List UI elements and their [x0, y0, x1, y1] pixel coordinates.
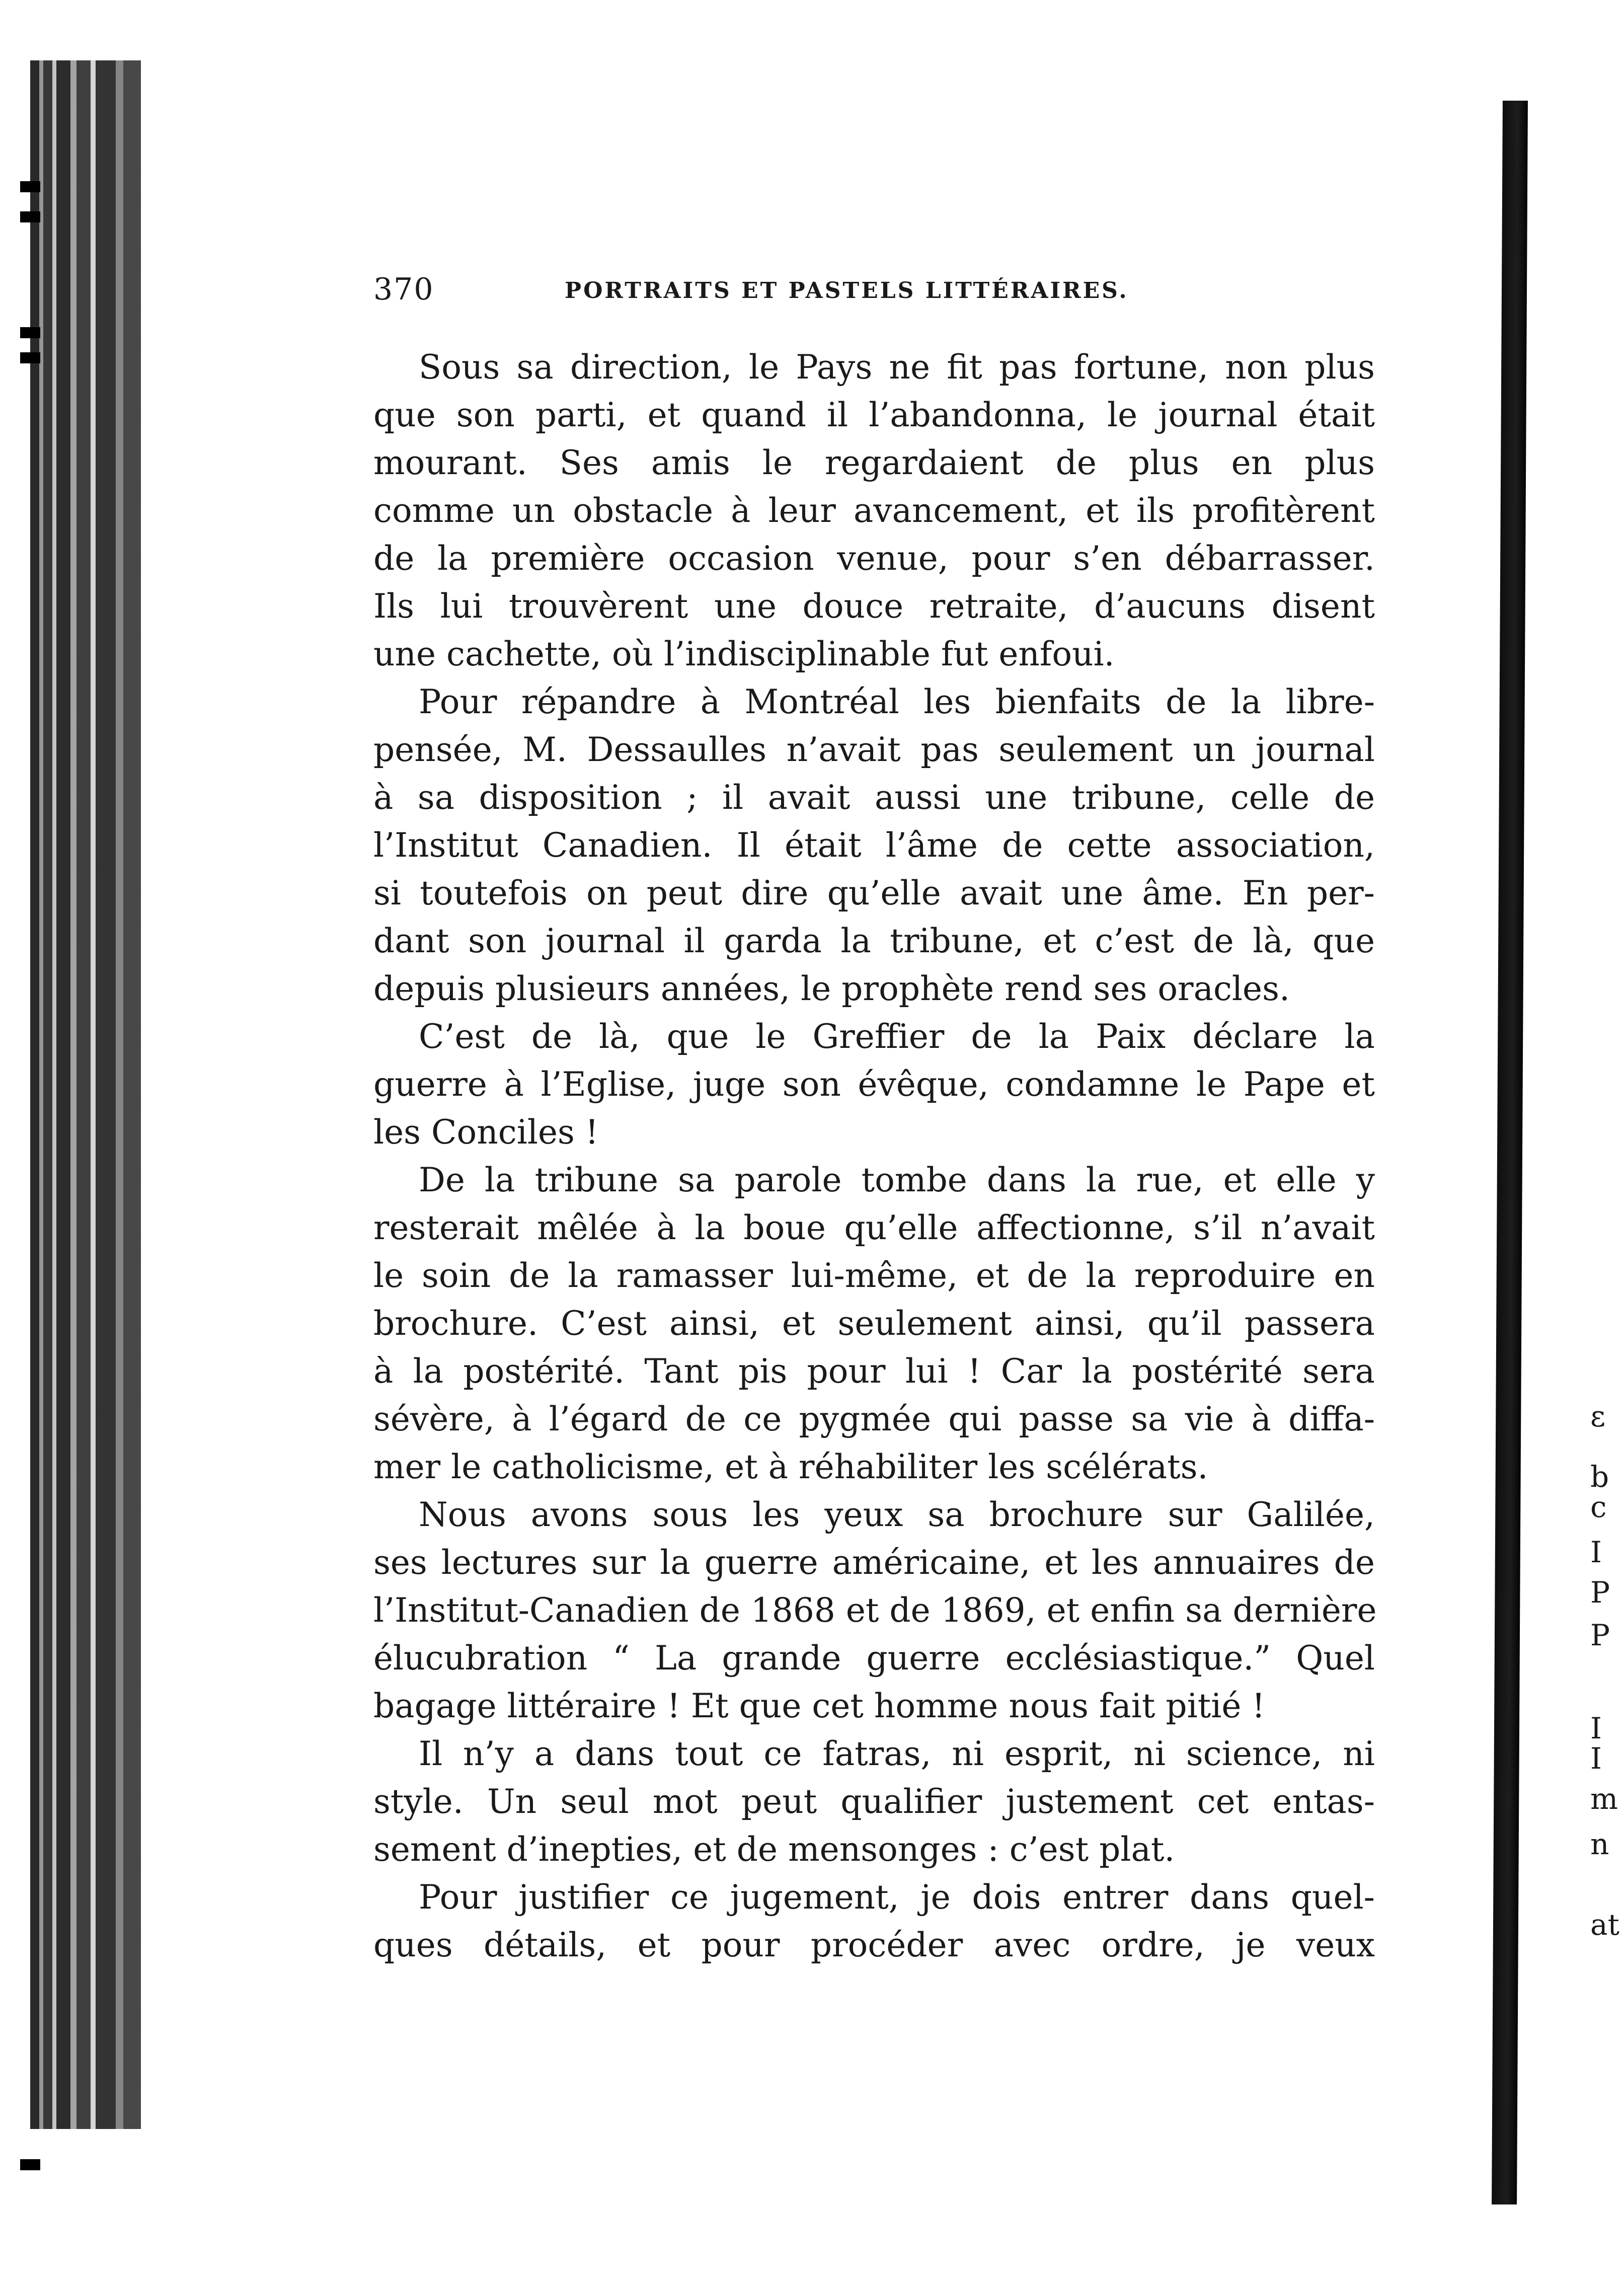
text-line: De la tribune sa parole tombe dans la rue, et elle y	[419, 1161, 1375, 1199]
text-line: à sa disposition ; il avait aussi une tribune, celle de	[373, 778, 1375, 817]
text-line: mer le catholicisme, et à réhabiliter les scélérats.	[373, 1448, 1208, 1486]
text-line: sévère, à l’égard de ce pygmée qui passe sa vie à diffa-	[373, 1400, 1375, 1438]
text-line: sement d’inepties, et de mensonges : c’est plat.	[373, 1830, 1175, 1869]
margin-fragment: ε	[1590, 1399, 1606, 1433]
running-header	[373, 272, 1370, 312]
margin-fragment: at	[1590, 1908, 1619, 1942]
text-line: Il n’y a dans tout ce fatras, ni esprit, ni science, ni	[419, 1734, 1375, 1773]
text-line: comme un obstacle à leur avancement, et ils profitèrent	[373, 491, 1375, 530]
text-line: pensée, M. Dessaulles n’avait pas seulement un journal	[373, 730, 1375, 769]
text-line: Ils lui trouvèrent une douce retraite, d’aucuns disent	[373, 587, 1375, 626]
text-line: resterait mêlée à la boue qu’elle affectionne, s’il n’avait	[373, 1208, 1375, 1247]
text-line: si toutefois on peut dire qu’elle avait une âme. En per-	[373, 874, 1375, 912]
text-line: ques détails, et pour procéder avec ordre, je veux	[373, 1926, 1375, 1964]
margin-fragment: P	[1590, 1575, 1610, 1610]
text-line: bagage littéraire ! Et que cet homme nous fait pitié !	[373, 1687, 1265, 1725]
text-line: Pour justifier ce jugement, je dois entrer dans quel-	[419, 1878, 1375, 1917]
binding-mark	[20, 327, 40, 338]
margin-fragment: I	[1590, 1711, 1602, 1745]
text-line: guerre à l’Eglise, juge son évêque, condamne le Pape et	[373, 1065, 1375, 1104]
binding-mark	[20, 352, 40, 363]
text-line: Nous avons sous les yeux sa brochure sur Galilée,	[419, 1495, 1375, 1534]
text-line: style. Un seul mot peut qualifier justement cet entas-	[373, 1782, 1375, 1821]
text-line: brochure. C’est ainsi, et seulement ainsi, qu’il passera	[373, 1304, 1375, 1343]
margin-fragment: I	[1590, 1741, 1602, 1776]
text-line: depuis plusieurs années, le prophète rend ses oracles.	[373, 969, 1290, 1008]
binding-mark	[20, 181, 40, 192]
margin-fragment: P	[1590, 1618, 1610, 1652]
text-line: une cachette, où l’indisciplinable fut enfoui.	[373, 635, 1115, 673]
text-line: le soin de la ramasser lui-même, et de la reproduire en	[373, 1256, 1375, 1295]
text-line: les Conciles !	[373, 1113, 599, 1152]
text-line: élucubration “ La grande guerre ecclésiastique.” Quel	[373, 1639, 1375, 1678]
text-line: C’est de là, que le Greffier de la Paix déclare la	[419, 1017, 1375, 1056]
text-line: l’Institut-Canadien de 1868 et de 1869, et enfin sa dernière	[373, 1591, 1377, 1630]
page-edge-shadow	[1492, 101, 1528, 2204]
margin-fragment: c	[1590, 1490, 1607, 1524]
binding-mark	[20, 211, 40, 222]
text-line: ses lectures sur la guerre américaine, et les annuaires de	[373, 1543, 1375, 1582]
text-line: à la postérité. Tant pis pour lui ! Car la postérité sera	[373, 1352, 1375, 1391]
binding-mark	[20, 2159, 40, 2170]
margin-fragment: I	[1590, 1535, 1602, 1569]
margin-fragment: m	[1590, 1782, 1618, 1816]
text-line: Pour répandre à Montréal les bienfaits de la libre-	[419, 682, 1375, 721]
margin-fragment: n	[1590, 1827, 1609, 1861]
text-line: Sous sa direction, le Pays ne fit pas fortune, non plus	[419, 348, 1375, 387]
text-line: de la première occasion venue, pour s’en débarrasser.	[373, 539, 1375, 578]
text-line: l’Institut Canadien. Il était l’âme de cette association,	[373, 826, 1375, 865]
text-line: dant son journal il garda la tribune, et c’est de là, que	[373, 922, 1375, 960]
body-text	[373, 343, 1375, 1969]
margin-fragment: b	[1590, 1460, 1609, 1494]
book-binding-edge	[30, 60, 141, 2129]
running-title: PORTRAITS ET PASTELS LITTÉRAIRES.	[565, 278, 1129, 303]
text-line: mourant. Ses amis le regardaient de plus en plus	[373, 443, 1375, 482]
text-line: que son parti, et quand il l’abandonna, le journal était	[373, 396, 1375, 434]
page-number: 370	[373, 272, 434, 307]
